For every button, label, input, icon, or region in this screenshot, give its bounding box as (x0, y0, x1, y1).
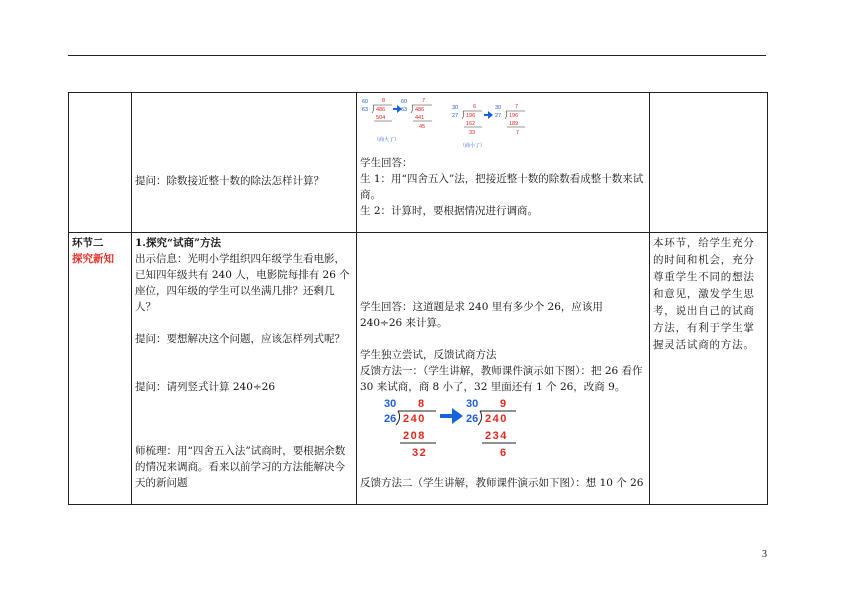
method-two: 反馈方法二（学生讲解，教师课件演示如下图）：想 10 个 26 (360, 477, 644, 489)
stage-cell (69, 93, 132, 233)
table-row (69, 233, 768, 505)
answer-intro: 学生回答： (360, 157, 413, 169)
svg-text:8: 8 (382, 98, 386, 104)
svg-text:30: 30 (452, 105, 459, 111)
notes-cell (650, 93, 768, 233)
svg-text:208: 208 (403, 430, 426, 442)
lesson-table (68, 92, 768, 505)
right-tag: （商小了） (460, 143, 486, 149)
svg-text:441: 441 (415, 115, 425, 121)
mini-division-right-b (495, 104, 525, 136)
summary-text: 师梳理：用“四舍五入法”试商时，要根据余数的情况来调商。看来以前学习的方法能解决今天的新问题 (135, 445, 346, 489)
svg-text:6: 6 (473, 104, 477, 110)
svg-text:30: 30 (495, 105, 502, 111)
svg-text:9: 9 (500, 398, 507, 410)
table-row (69, 93, 768, 233)
svg-text:240: 240 (485, 413, 508, 425)
svg-text:26: 26 (384, 413, 397, 425)
stage-cell (69, 233, 132, 505)
student-cell (357, 233, 650, 505)
svg-text:6: 6 (500, 447, 507, 459)
design-notes: 本环节，给学生充分的时间和机会，充分尊重学生不同的想法和意见，激发学生思考，说出自己的试商方法，有利于学生掌握灵活试商的方法。 (653, 237, 755, 351)
svg-text:27: 27 (495, 113, 502, 119)
question-text: 提问：要想解决这个问题，应该怎样列式呢？ (135, 333, 345, 345)
svg-text:240: 240 (403, 413, 426, 425)
svg-text:8: 8 (418, 398, 425, 410)
arrow-icon (484, 111, 493, 119)
answer-2: 生 2：计算时，要根据情况进行调商。 (360, 205, 539, 217)
svg-text:32: 32 (412, 447, 428, 459)
answer-1: 生 1：用“四舍五入”法，把接近整十数的除数看成整十数来试商。 (360, 173, 644, 201)
division-b (466, 398, 516, 459)
question-text: 提问：请列竖式计算 240÷26 (135, 381, 276, 393)
method-one: 反馈方法一：（学生讲解，教师课件演示如下图）：把 26 看作 30 来试商，商 8 小了，32 里面还有 1 个 26，改商 9。 (360, 365, 643, 393)
svg-text:60: 60 (401, 99, 408, 105)
svg-text:63: 63 (362, 107, 369, 113)
svg-text:196: 196 (509, 113, 519, 119)
division-figure (360, 395, 640, 461)
notes-cell (650, 233, 768, 505)
section-heading: 1.探究“试商”方法 (135, 237, 222, 249)
question-text: 提问：除数接近整十数的除法怎样计算？ (135, 175, 324, 187)
svg-text:30: 30 (384, 398, 397, 410)
svg-text:45: 45 (419, 124, 426, 130)
page-number: 3 (762, 549, 767, 560)
svg-text:26: 26 (466, 413, 479, 425)
svg-text:196: 196 (466, 113, 476, 119)
svg-text:486: 486 (376, 107, 386, 113)
svg-text:33: 33 (469, 130, 476, 136)
mini-division-left-a (362, 98, 392, 121)
info-text: 出示信息：光明小学组织四年级学生看电影，已知四年级共有 240 人，电影院每排有 26 个座位，四年级的学生可以坐满几排？还剩几人？ (135, 253, 350, 313)
mini-division-left-b (401, 98, 432, 130)
student-cell (357, 93, 650, 233)
stage-name: 探究新知 (72, 253, 114, 265)
svg-text:486: 486 (415, 107, 425, 113)
svg-text:7: 7 (516, 130, 520, 136)
student-answer: 学生回答：这道题是求 240 里有多少个 26，应该用 240÷26 来计算。 (360, 301, 603, 329)
svg-text:7: 7 (422, 98, 426, 104)
division-a (384, 398, 436, 459)
svg-text:189: 189 (509, 121, 519, 127)
svg-text:27: 27 (452, 113, 459, 119)
left-tag: （商大了） (374, 137, 400, 143)
teacher-cell (132, 233, 357, 505)
svg-text:162: 162 (466, 121, 476, 127)
mini-division-figure (360, 95, 560, 155)
svg-text:60: 60 (362, 99, 369, 105)
teacher-cell (132, 93, 357, 233)
header-rule (68, 55, 766, 56)
svg-text:7: 7 (515, 104, 519, 110)
student-attempt: 学生独立尝试，反馈试商方法 (360, 349, 497, 361)
stage-number: 环节二 (72, 237, 104, 249)
mini-division-right-a (452, 104, 482, 136)
arrow-icon (440, 408, 463, 424)
svg-text:30: 30 (466, 398, 479, 410)
svg-text:504: 504 (376, 115, 386, 121)
svg-text:63: 63 (401, 107, 408, 113)
svg-text:234: 234 (485, 430, 508, 442)
